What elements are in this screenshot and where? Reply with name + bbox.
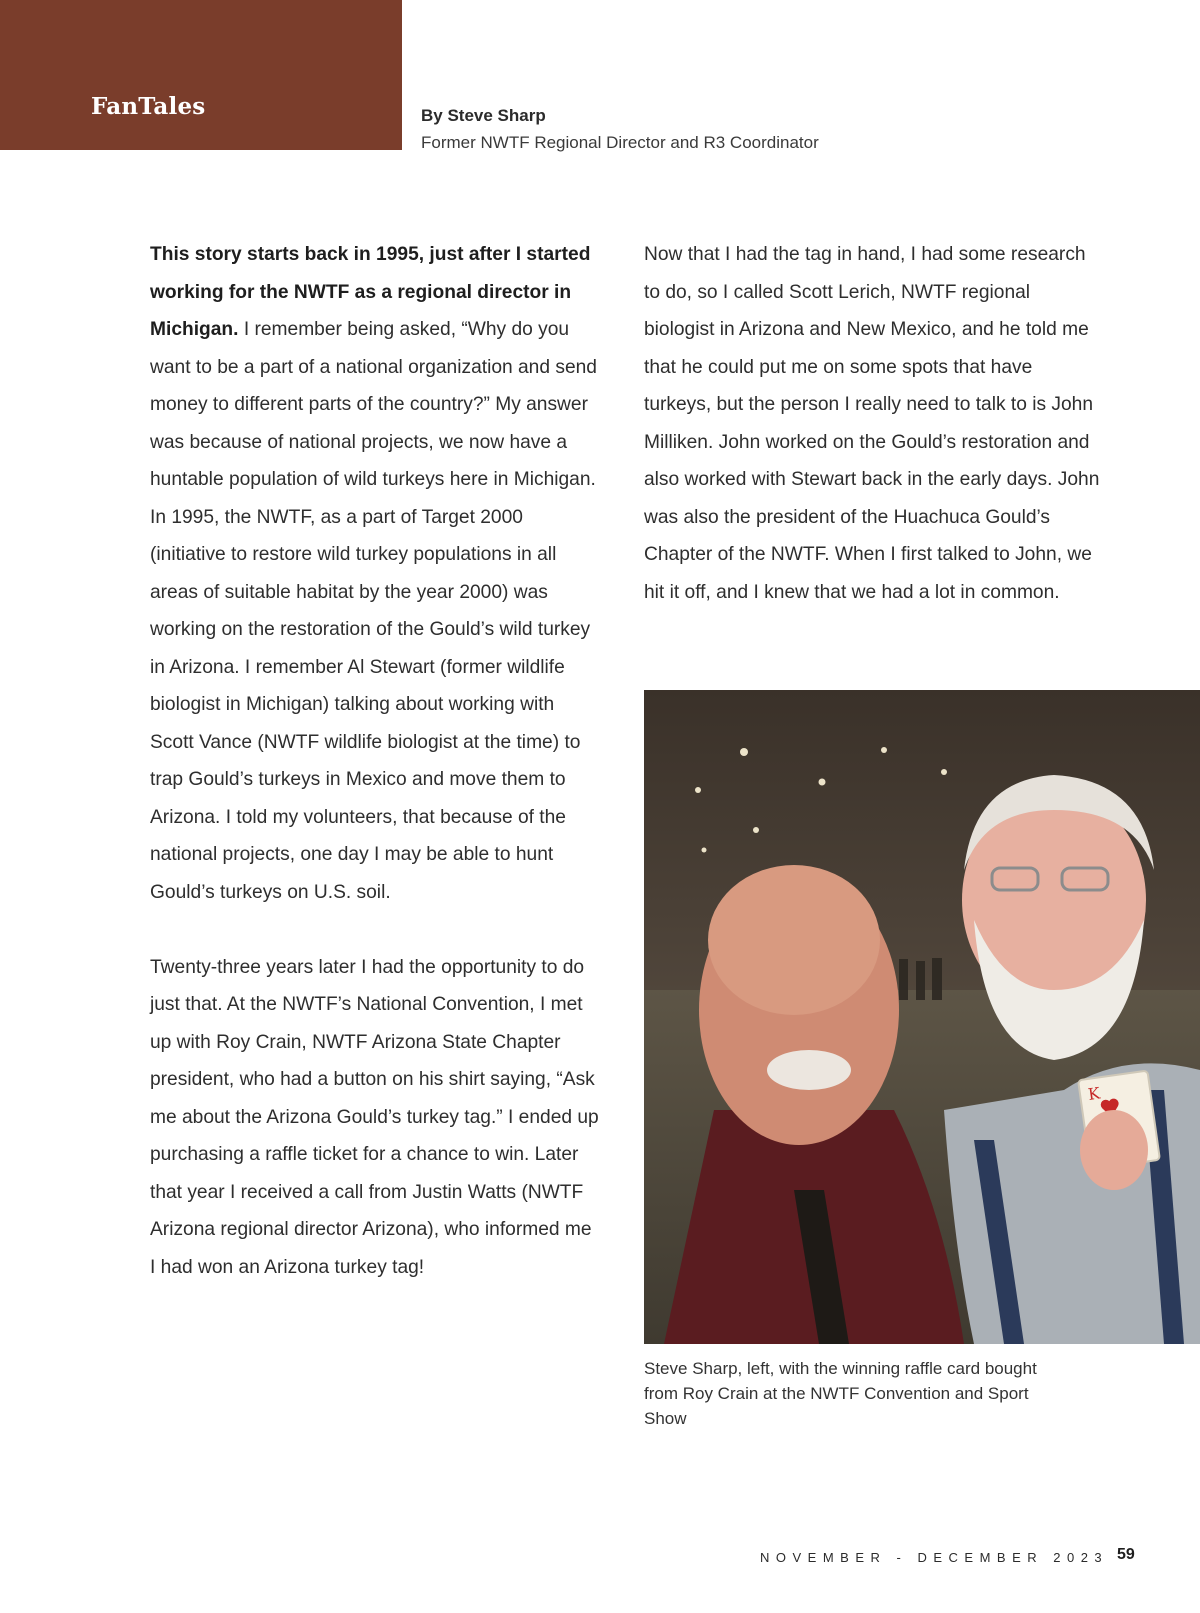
byline: By Steve Sharp [421, 106, 546, 125]
article-lead: This story starts back in 1995, just after I started working for the NWTF as a regional director in Michigan. [150, 244, 591, 340]
page-number: 59 [1117, 1546, 1135, 1563]
article-paragraph: Now that I had the tag in hand, I had some research to do, so I called Scott Lerich, NWTF regional biologist in Arizona and New Mexico, and he told me that he could put me on some spots that have turkeys, but the person I really need to talk to is John Milliken. John worked on the Gould’s restoration and also worked with Stewart back in the early days. John was also the president of the Huachuca Gould’s Chapter of the NWTF. When I first talked to John, we hit it off, and I knew that we had a lot in common. [644, 244, 1100, 603]
photo-caption: Steve Sharp, left, with the winning raffle card bought from Roy Crain at the NWTF Convention and Sport Show [644, 1359, 1037, 1428]
footer-issue-date: NOVEMBER - DECEMBER 2023 [760, 1550, 1109, 1565]
playing-card-rank: K [1086, 1083, 1102, 1104]
section-header-band [0, 0, 402, 150]
section-title: FanTales [91, 93, 206, 120]
article-paragraph-text: I remember being asked, “Why do you want to be a part of a national organization and send money to different parts of the country?” My answer was because of national projects, we now have a huntable population of wild turkeys here in Michigan. [150, 319, 597, 490]
article-photo [644, 690, 1200, 1344]
article-paragraph: In 1995, the NWTF, as a part of Target 2000 (initiative to restore wild turkey populations in all areas of suitable habitat by the year 2000) was working on the restoration of the Gould’s wild turkey in Arizona. I remember Al Stewart (former wildlife biologist in Michigan) talking about working with Scott Vance (NWTF wildlife biologist at the time) to trap Gould’s turkeys in Mexico and move them to Arizona. I told my volunteers, that because of the national projects, one day I may be able to hunt Gould’s turkeys on U.S. soil. [150, 506, 591, 903]
author-role: Former NWTF Regional Director and R3 Coordinator [421, 133, 819, 152]
article-paragraph [150, 236, 602, 499]
article-column-left [150, 236, 602, 1286]
article-paragraph: Twenty-three years later I had the opportunity to do just that. At the NWTF’s National Convention, I met up with Roy Crain, NWTF Arizona State Chapter president, who had a button on his shirt saying, “Ask me about the Arizona Gould’s turkey tag.” I ended up purchasing a raffle ticket for a chance to win. Later that year I received a call from Justin Watts (NWTF Arizona regional director Arizona), who informed me I had won an Arizona turkey tag! [150, 956, 599, 1278]
article-column-right [644, 236, 1100, 611]
